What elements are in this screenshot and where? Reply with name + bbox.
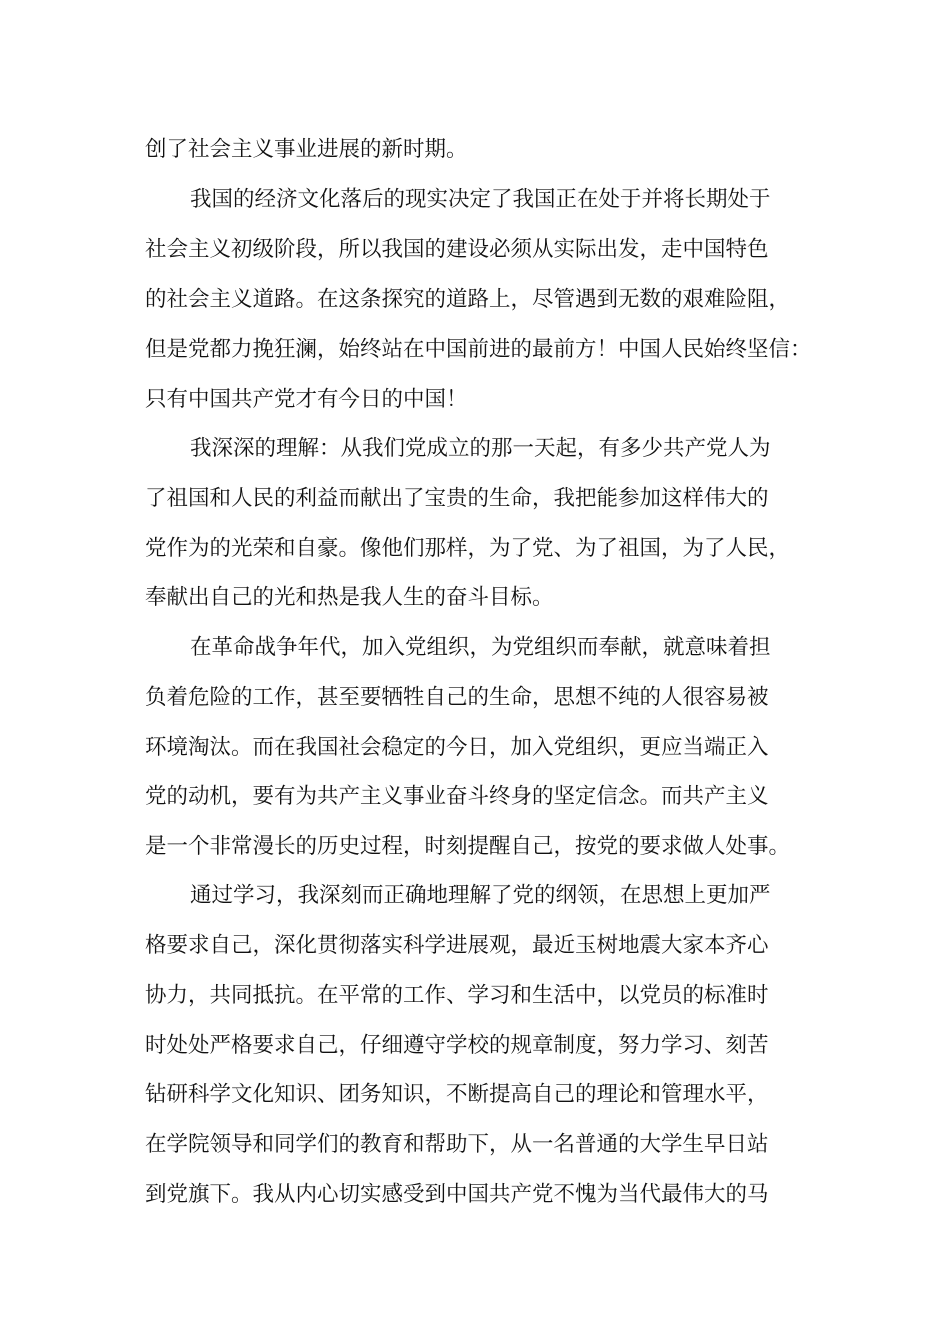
text-line: 环境淘汰。而在我国社会稳定的今日，加入党组织，更应当端正入 xyxy=(145,735,769,760)
text-line: 协力，共同抵抗。在平常的工作、学习和生活中，以党员的标准时 xyxy=(145,983,769,1008)
text-line: 时处处严格要求自己，仔细遵守学校的规章制度，努力学习、刻苦 xyxy=(145,1033,769,1058)
paragraph-first-line: 我国的经济文化落后的现实决定了我国正在处于并将长期处于 xyxy=(190,187,771,212)
text-line: 到党旗下。我从内心切实感受到中国共产党不愧为当代最伟大的马 xyxy=(145,1182,769,1207)
paragraph-first-line: 通过学习，我深刻而正确地理解了党的纲领，在思想上更加严 xyxy=(190,883,771,908)
text-line: 社会主义初级阶段，所以我国的建设必须从实际出发，走中国特色 xyxy=(145,237,769,262)
text-line: 只有中国共产党才有今日的中国！ xyxy=(145,387,468,412)
text-line: 创了社会主义事业进展的新时期。 xyxy=(145,137,468,162)
paragraph-first-line: 我深深的理解：从我们党成立的那一天起，有多少共产党人为 xyxy=(190,436,771,461)
text-line: 的社会主义道路。在这条探究的道路上，尽管遇到无数的艰难险阻， xyxy=(145,287,791,312)
text-line: 负着危险的工作，甚至要牺牲自己的生命，思想不纯的人很容易被 xyxy=(145,685,769,710)
text-line: 了祖国和人民的利益而献出了宝贵的生命，我把能参加这样伟大的 xyxy=(145,486,769,511)
text-line: 党的动机，要有为共产主义事业奋斗终身的坚定信念。而共产主义 xyxy=(145,784,769,809)
paragraph-first-line: 在革命战争年代，加入党组织，为党组织而奉献，就意味着担 xyxy=(190,635,771,660)
text-line: 钻研科学文化知识、团务知识，不断提高自己的理论和管理水平， xyxy=(145,1082,769,1107)
text-line: 格要求自己，深化贯彻落实科学进展观，最近玉树地震大家本齐心 xyxy=(145,933,769,958)
text-line: 党作为的光荣和自豪。像他们那样，为了党、为了祖国，为了人民， xyxy=(145,536,791,561)
text-line: 奉献出自己的光和热是我人生的奋斗目标。 xyxy=(145,585,554,610)
text-line: 但是党都力挽狂澜，始终站在中国前进的最前方！中国人民始终坚信： xyxy=(145,337,812,362)
text-line: 是一个非常漫长的历史过程，时刻提醒自己，按党的要求做人处事。 xyxy=(145,834,791,859)
text-line: 在学院领导和同学们的教育和帮助下，从一名普通的大学生早日站 xyxy=(145,1132,769,1157)
